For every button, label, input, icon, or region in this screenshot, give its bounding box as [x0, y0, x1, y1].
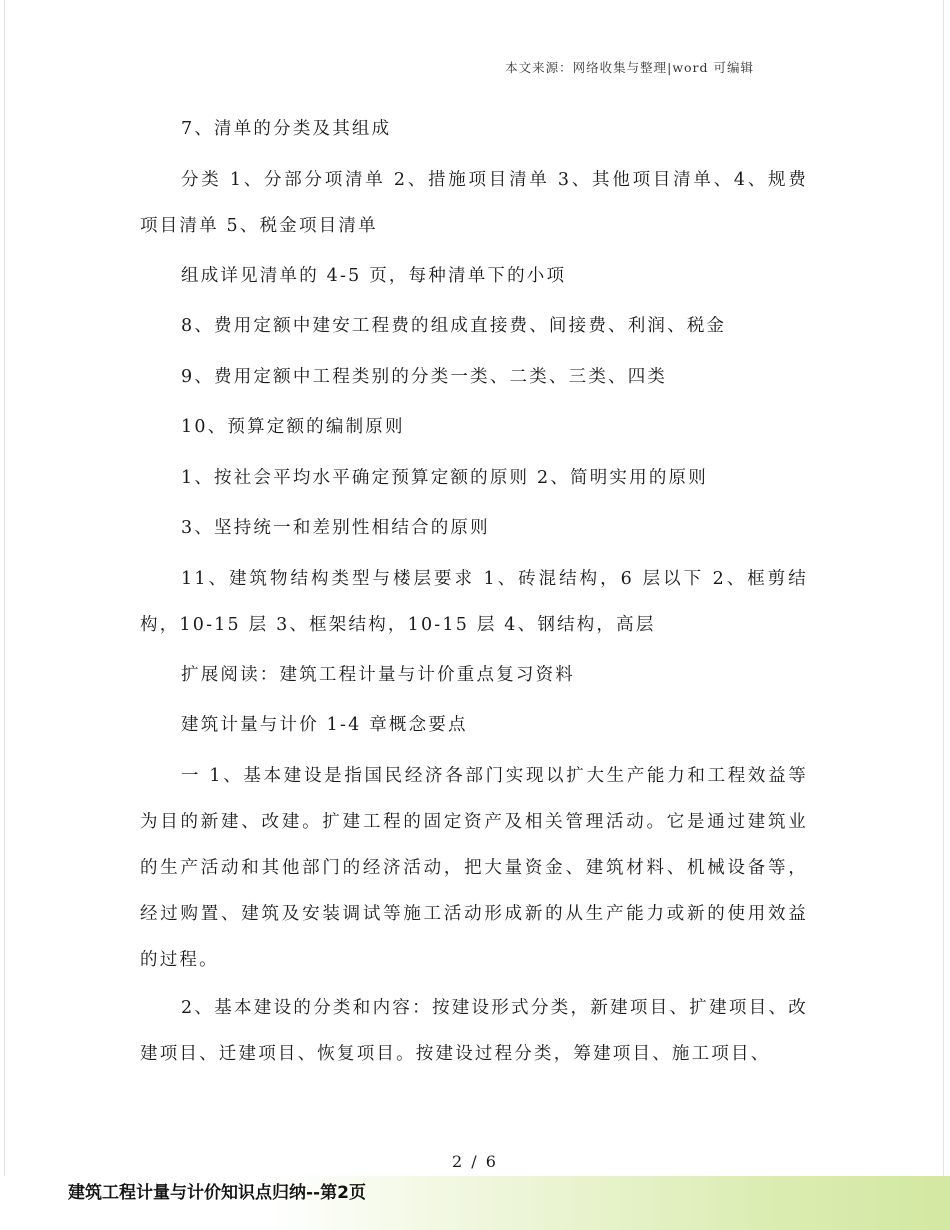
page-number: 2 / 6: [452, 1152, 498, 1171]
footer-title: 建筑工程计量与计价知识点归纳--第2页: [68, 1183, 366, 1203]
chapter-summary-heading: 建筑计量与计价 1-4 章概念要点: [181, 715, 468, 735]
section-10-heading: 10、预算定额的编制原则: [181, 417, 405, 437]
section-8-text: 8、费用定额中建安工程费的组成直接费、间接费、利润、税金: [181, 316, 727, 336]
paragraph-composition: 组成详见清单的 4-5 页，每种清单下的小项: [181, 265, 567, 286]
paragraph-classification: 分类 1、分部分项清单 2、措施项目清单 3、其他项目清单、4、规费项目清单 5、税金项目清单: [140, 169, 808, 236]
section-7-heading: 7、清单的分类及其组成: [181, 119, 392, 139]
extended-reading-heading: 扩展阅读：建筑工程计量与计价重点复习资料: [181, 664, 575, 685]
document-body: [140, 104, 808, 1079]
section-11-text: 11、建筑物结构类型与楼层要求 1、砖混结构，6 层以下 2、框剪结构，10-15 层 3、框架结构，10-15 层 4、钢结构，高层: [140, 568, 808, 635]
principle-3: 3、坚持统一和差别性相结合的原则: [181, 518, 490, 538]
paragraph-construction-classification: 2、基本建设的分类和内容：按建设形式分类，新建项目、扩建项目、改建项目、迁建项目、恢复项目。按建设过程分类，筹建项目、施工项目、: [140, 997, 808, 1064]
section-9-text: 9、费用定额中工程类别的分类一类、二类、三类、四类: [181, 366, 668, 387]
source-note: 本文来源：网络收集与整理|word 可编辑: [505, 60, 754, 75]
paragraph-basic-construction: 一 1、基本建设是指国民经济各部门实现以扩大生产能力和工程效益等为目的新建、改建。扩建工程的固定资产及相关管理活动。它是通过建筑业的生产活动和其他部门的经济活动，把大量资金、建筑材料、机械设备等，经过购置、建筑及安装调试等施工活动形成新的从生产能力或新的使用效益的过程。: [140, 765, 808, 970]
principle-1-2: 1、按社会平均水平确定预算定额的原则 2、简明实用的原则: [181, 467, 708, 488]
